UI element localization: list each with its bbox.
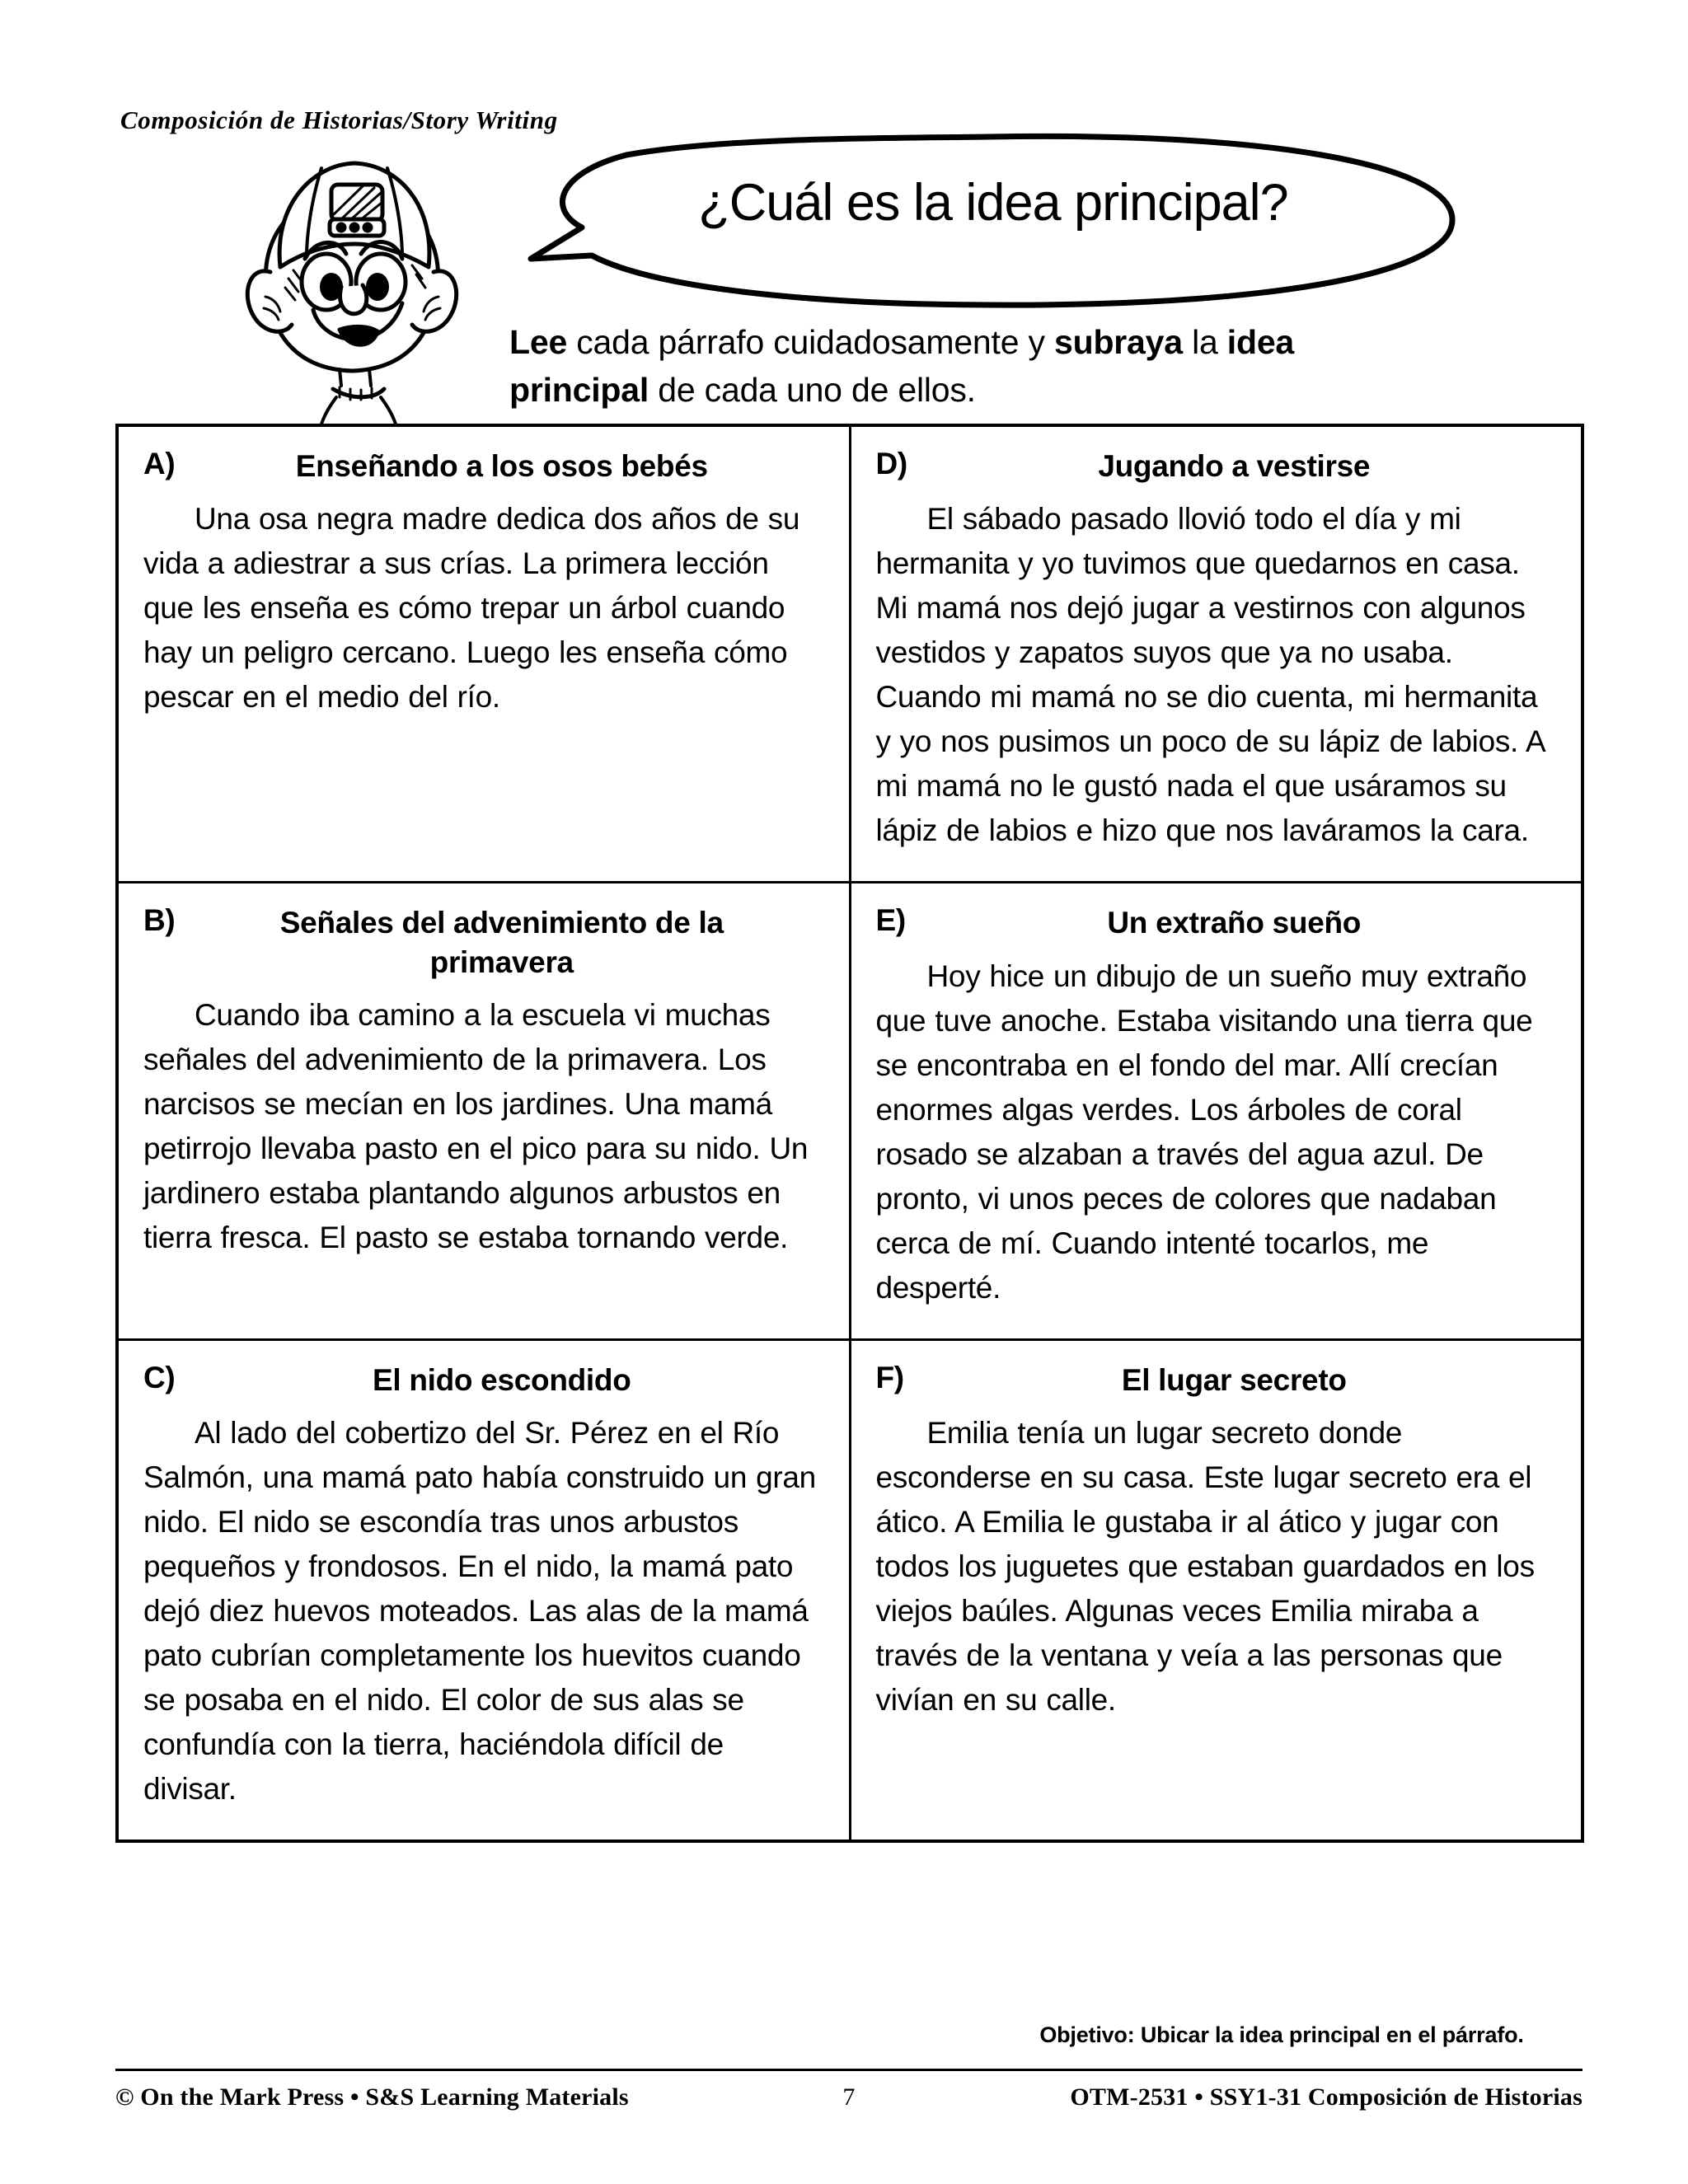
paragraph-body: Emilia tenía un lugar secreto donde esconderse en su casa. Este lugar secreto era el ático. A Emilia le gustaba ir al ático y jugar con todos los juguetes que estaban guardados en los viejos baúles. Algunas veces Emilia miraba a través de la ventana y veía a las personas que vivían en su calle.	[875, 1416, 1535, 1718]
paragraph-title: Un extraño sueño	[1107, 906, 1362, 940]
paragraph-heading	[876, 1361, 1557, 1399]
paragraph-heading	[876, 447, 1557, 485]
paragraph-heading	[143, 447, 824, 485]
paragraph-cell-e	[850, 883, 1582, 1339]
paragraph-letter: F)	[875, 1360, 904, 1394]
paragraph-letter: E)	[875, 903, 906, 938]
paragraph-title: El lugar secreto	[1121, 1362, 1347, 1397]
paragraph-body: El sábado pasado llovió todo el día y mi hermanita y yo tuvimos que quedarnos en casa. Mi mamá nos dejó jugar a vestirnos con algunos vestidos y zapatos suyos que ya no usaba. Cuando mi mamá no se dio cuenta, mi hermanita y yo nos pusimos un poco de su lápiz de labios. A mi mamá no le gustó nada el que usáramos su lápiz de labios e hizo que nos laváramos la cara.	[875, 502, 1545, 848]
footer-divider	[115, 2069, 1582, 2071]
objective-text: Objetivo: Ubicar la idea principal en el párrafo.	[1039, 2022, 1524, 2047]
paragraph-grid	[115, 424, 1584, 1843]
paragraph-title: Enseñando a los osos bebés	[295, 449, 708, 483]
instructions-segment-3: de cada uno de ellos.	[649, 371, 976, 410]
paragraph-letter: C)	[143, 1360, 176, 1394]
paragraph-heading	[143, 1361, 824, 1399]
paragraph-letter: A)	[143, 447, 176, 480]
paragraph-body: Una osa negra madre dedica dos años de su vida a adiestrar a sus crías. La primera lección que les enseña es cómo trepar un árbol cuando hay un peligro cercano. Luego les enseña cómo pescar en el medio del río.	[143, 502, 800, 715]
instructions-segment-2: la	[1182, 323, 1227, 361]
instructions-segment-1: cada párrafo cuidadosamente y	[567, 323, 1055, 361]
page-title: ¿Cuál es la idea principal?	[698, 174, 1288, 232]
paragraph-cell-c	[117, 1339, 850, 1841]
paragraph-heading	[143, 903, 824, 982]
catalog-code: OTM-2531 • SSY1-31 Composición de Historias	[1070, 2083, 1582, 2111]
paragraph-letter: B)	[143, 903, 176, 938]
grid-row	[117, 425, 1582, 883]
paragraph-body: Cuando iba camino a la escuela vi muchas señales del advenimiento de la primavera. Los narcisos se mecían en los jardines. Una mamá petirrojo llevaba pasto en el pico para su nido. Un jardinero estaba plantando algunos arbustos en tierra fresca. El pasto se estaba tornando verde.	[143, 998, 809, 1255]
copyright-text: © On the Mark Press • S&S Learning Materials	[115, 2083, 629, 2111]
paragraph-cell-d	[850, 425, 1582, 883]
paragraph-cell-a	[117, 425, 850, 883]
page-number: 7	[842, 2083, 856, 2111]
paragraph-body: Hoy hice un dibujo de un sueño muy extraño que tuve anoche. Estaba visitando una tierra que se encontraba en el fondo del mar. Allí crecían enormes algas verdes. Los árboles de coral rosado se alzaban a través del agua azul. De pronto, vi unos peces de colores que nadaban cerca de mí. Cuando intenté tocarlos, me desperté.	[875, 958, 1533, 1305]
instructions-read-verb: Lee	[509, 323, 568, 361]
paragraph-cell-f	[850, 1339, 1582, 1841]
mascot-boy-icon	[216, 142, 488, 430]
grid-row	[117, 883, 1582, 1339]
instructions-underline-verb: subraya	[1054, 323, 1183, 361]
grid-row	[117, 1339, 1582, 1841]
paragraph-letter: D)	[875, 447, 907, 480]
paragraph-title: El nido escondido	[372, 1362, 631, 1397]
paragraph-title: Jugando a vestirse	[1098, 449, 1371, 483]
paragraph-body: Al lado del cobertizo del Sr. Pérez en el Río Salmón, una mamá pato había construido un gran nido. El nido se escondía tras unos arbustos pequeños y frondosos. En el nido, la mamá pato dejó diez huevos moteados. Las alas de la mamá pato cubrían completamente los huevitos cuando se posaba en el nido. El color de sus alas se confundía con la tierra, haciéndola difícil de divisar.	[143, 1416, 816, 1807]
instructions-text	[509, 318, 1432, 414]
page-footer	[115, 2083, 1582, 2133]
running-head: Composición de Historias/Story Writing	[120, 105, 558, 134]
instructions-main-idea: idea principal	[509, 323, 1295, 410]
paragraph-title: Señales del advenimiento de la primavera	[279, 906, 724, 979]
paragraph-heading	[876, 903, 1557, 942]
paragraph-cell-b	[117, 883, 850, 1339]
